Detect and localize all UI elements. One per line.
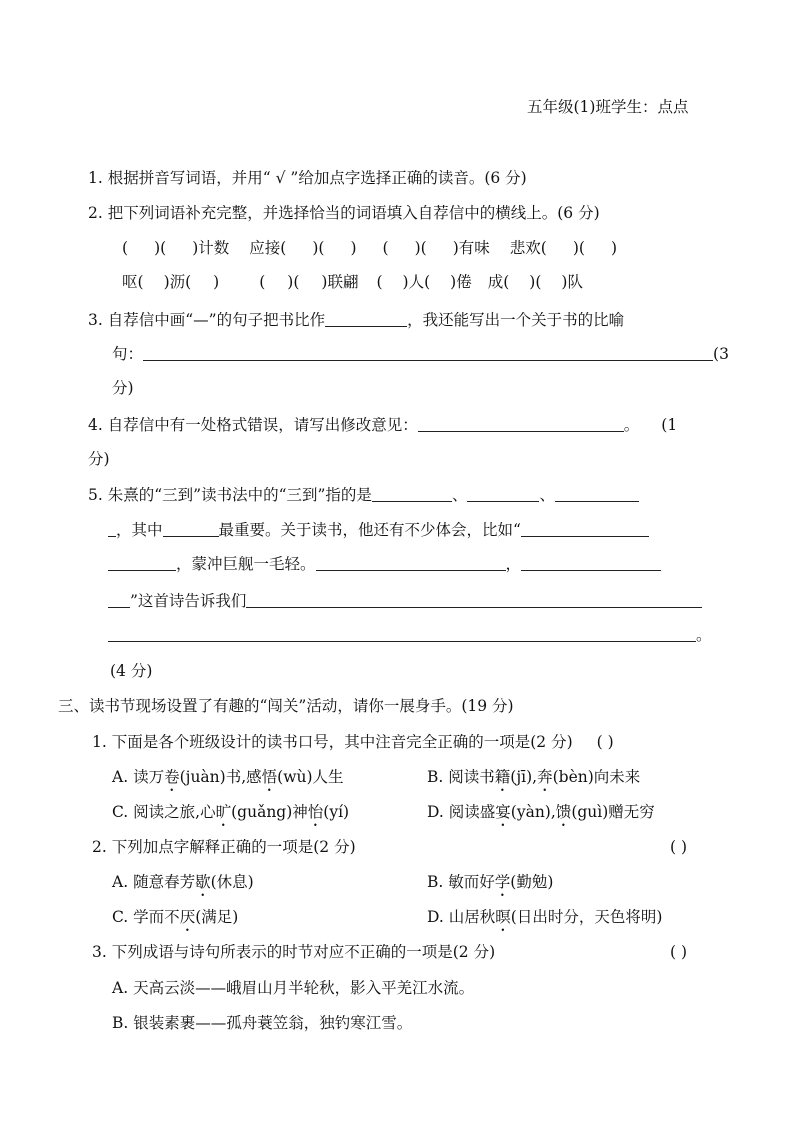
option-D[interactable]: D. 山居秋暝(日出时分，天色将明) <box>427 908 663 926</box>
answer-blank[interactable] <box>521 520 649 537</box>
question-p3-1: 1. 下面是各个班级设计的读书口号，其中注音完全正确的一项是(2 分) ( ) <box>92 733 614 751</box>
answer-blank[interactable] <box>108 591 130 608</box>
answer-blank[interactable] <box>325 310 407 327</box>
question-number: 2. <box>88 204 103 222</box>
answer-blank[interactable] <box>108 625 696 642</box>
question-p3-2: 2. 下列加点字解释正确的一项是(2 分) <box>92 838 356 856</box>
option-A[interactable]: A. 读万卷(juàn)书,感悟(wù)人生 <box>112 768 344 786</box>
answer-paren[interactable]: ( ) <box>596 733 614 751</box>
option-B[interactable]: B. 敏而好学(勤勉) <box>427 873 554 891</box>
word-fill-row-1: ( )( )计数 应接( )( ) ( )( )有味 悲欢( )( ) <box>122 239 617 257</box>
answer-blank[interactable] <box>418 415 624 432</box>
answer-blank[interactable] <box>143 344 713 361</box>
option-A[interactable]: A. 天高云淡——峨眉山月半轮秋，影入平羌江水流。 <box>112 979 475 997</box>
word-fill-row-2: 呕( )沥( ) ( )( )联翩 ( )人( )倦 成( )( )队 <box>122 273 583 291</box>
question-text: 把下列词语补充完整，并选择恰当的词语填入自荐信中的横线上。(6 分) <box>107 204 600 222</box>
question-number: 1. <box>92 733 107 751</box>
answer-blank[interactable] <box>555 485 639 502</box>
question-p2-3-cont: 句： (3 <box>112 345 729 363</box>
question-p2-2 <box>88 202 600 224</box>
question-p2-5-cont-2: ，蒙冲巨舰一毛轻。 ， <box>108 553 661 575</box>
answer-blank[interactable] <box>467 485 539 502</box>
question-p3-3: 3. 下列成语与诗句所表示的时节对应不正确的一项是(2 分) <box>92 943 496 961</box>
answer-blank[interactable] <box>163 520 219 537</box>
question-number: 3. <box>92 943 107 961</box>
option-A[interactable]: A. 随意春芳歇(休息) <box>112 873 254 891</box>
option-B[interactable]: B. 银装素裹——孤舟蓑笠翁，独钓寒江雪。 <box>112 1014 413 1032</box>
question-text: 根据拼音写词语，并用“ √ ”给加点字选择正确的读音。(6 分) <box>107 169 527 187</box>
answer-blank[interactable] <box>521 554 661 571</box>
option-C[interactable]: C. 阅读之旅,心旷(guǎng)神怡(yí) <box>112 803 350 821</box>
answer-blank[interactable] <box>108 554 176 571</box>
question-number: 1. <box>88 169 103 187</box>
question-number: 3. <box>88 311 103 329</box>
answer-blank[interactable] <box>108 520 116 537</box>
answer-blank[interactable] <box>372 485 452 502</box>
question-p2-5-cont-1: ，其中 最重要。关于读书，他还有不少体会，比如“ <box>108 519 649 541</box>
student-header: 五年级(1)班学生：点点 <box>527 98 689 116</box>
answer-paren[interactable]: ( ) <box>670 943 688 961</box>
answer-paren[interactable]: ( ) <box>670 838 688 856</box>
question-number: 5. <box>88 486 103 504</box>
option-B[interactable]: B. 阅读书籍(jī),奔(bèn)向未来 <box>427 768 641 786</box>
answer-blank[interactable] <box>246 591 702 608</box>
option-D[interactable]: D. 阅读盛宴(yàn),馈(guì)赠无穷 <box>427 803 655 821</box>
question-p2-3: 3. 自荐信中画“—”的句子把书比作 ，我还能写出一个关于书的比喻 <box>88 311 625 329</box>
section-3-title: 三、读书节现场设置了有趣的“闯关”活动，请你一展身手。(19 分) <box>58 697 514 715</box>
question-p2-1 <box>88 167 527 189</box>
question-p2-5-cont-4: 。 <box>108 624 712 646</box>
answer-blank[interactable] <box>316 554 506 571</box>
question-p2-4: 4. 自荐信中有一处格式错误，请写出修改意见： 。 (1 <box>88 416 678 434</box>
question-number: 2. <box>92 838 107 856</box>
question-p2-5: 5. 朱熹的“三到”读书法中的“三到”指的是 、 、 <box>88 484 639 506</box>
question-number: 4. <box>88 416 103 434</box>
option-C[interactable]: C. 学而不厌(满足) <box>112 908 239 926</box>
question-p2-5-cont-3: ”这首诗告诉我们 <box>108 590 702 612</box>
